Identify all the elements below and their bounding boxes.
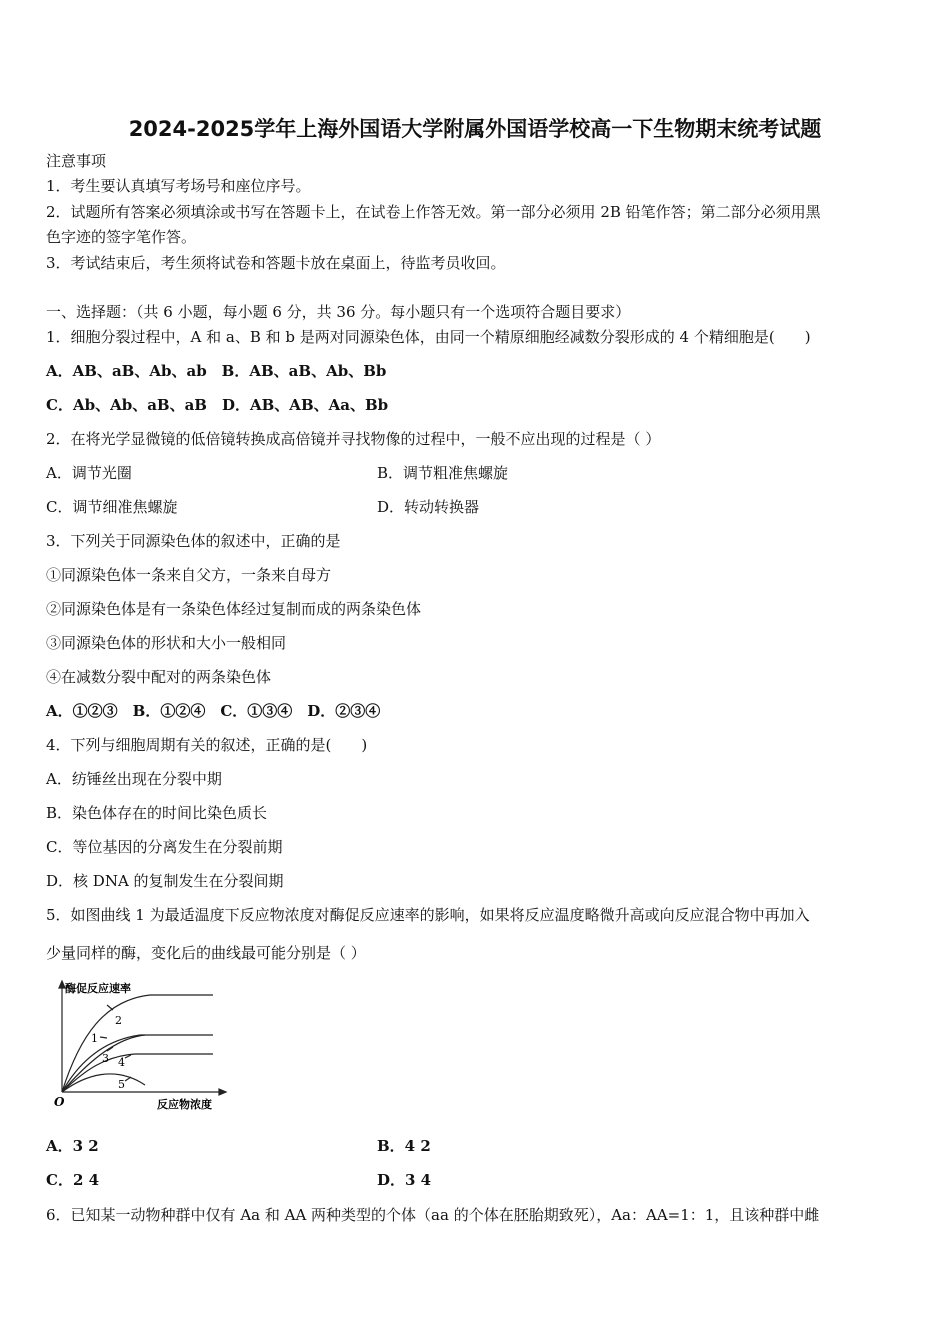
question-3-stem: 3．下列关于同源染色体的叙述中，正确的是 (46, 532, 341, 550)
statement: ③同源染色体的形状和大小一般相同 (46, 634, 287, 652)
statement: ②同源染色体是有一条染色体经过复制而成的两条染色体 (46, 600, 422, 618)
option-c: C．调节细准焦螺旋 (46, 498, 178, 516)
curve-2 (62, 995, 213, 1092)
note-item: 3．考试结束后，考生须将试卷和答题卡放在桌面上，待监考员收回。 (46, 254, 506, 272)
statement: ④在减数分裂中配对的两条染色体 (46, 668, 272, 686)
curve-label-2: 2 (115, 1014, 122, 1027)
question-1-stem: 1．细胞分裂过程中，A 和 a、B 和 b 是两对同源染色体，由同一个精原细胞经减数分裂形成的 4 个精细胞是( ) (46, 328, 811, 346)
curve-label-3: 3 (102, 1052, 109, 1065)
curve-1 (62, 1035, 213, 1092)
option-d: D．转动转换器 (377, 498, 480, 516)
option-d: D．3 4 (377, 1171, 432, 1189)
note-item: 色字迹的签字笔作答。 (46, 228, 197, 246)
question-1-options: C．Ab、Ab、aB、aB D．AB、AB、Aa、Bb (46, 396, 389, 414)
curve-label-5: 5 (118, 1078, 125, 1091)
note-item: 1．考生要认真填写考场号和座位序号。 (46, 177, 311, 195)
option-d: D．核 DNA 的复制发生在分裂间期 (46, 872, 284, 890)
option-c: C．等位基因的分离发生在分裂前期 (46, 838, 283, 856)
option-c: C．2 4 (46, 1171, 100, 1189)
enzyme-rate-figure (45, 980, 230, 1115)
x-axis-label: 反应物浓度 (157, 1098, 212, 1111)
option-a: A．3 2 (46, 1137, 99, 1155)
curve-label-1: 1 (91, 1032, 98, 1045)
statement: ①同源染色体一条来自父方，一条来自母方 (46, 566, 332, 584)
option-b: B．染色体存在的时间比染色质长 (46, 804, 268, 822)
origin-label: O (54, 1095, 65, 1109)
x-arrow (219, 1089, 226, 1095)
y-axis-label: 酶促反应速率 (65, 982, 131, 995)
question-3-options: A．①②③ B．①②④ C．①③④ D．②③④ (46, 702, 381, 720)
question-5-stem: 5．如图曲线 1 为最适温度下反应物浓度对酶促反应速率的影响，如果将反应温度略微升高或向反应混合物中再加入 (46, 906, 810, 924)
option-a: A．调节光圈 (46, 464, 132, 482)
option-a: A．纺锤丝出现在分裂中期 (46, 770, 222, 788)
note-item: 2．试题所有答案必须填涂或书写在答题卡上，在试卷上作答无效。第一部分必须用 2B 铅笔作答；第二部分必须用黑 (46, 203, 821, 221)
curve-4 (62, 1054, 213, 1092)
section-heading: 一、选择题：（共 6 小题，每小题 6 分，共 36 分。每小题只有一个选项符合题目要求） (46, 303, 631, 321)
question-6-stem: 6．已知某一动物种群中仅有 Aa 和 AA 两种类型的个体（aa 的个体在胚胎期致死），Aa：AA=1：1，且该种群中雌 (46, 1206, 820, 1224)
question-2-stem: 2．在将光学显微镜的低倍镜转换成高倍镜并寻找物像的过程中，一般不应出现的过程是（ ） (46, 430, 661, 448)
page-title: 2024-2025学年上海外国语大学附属外国语学校高一下生物期末统考试题 (128, 117, 822, 141)
option-b: B．4 2 (377, 1137, 431, 1155)
question-1-options: A．AB、aB、Ab、ab B．AB、aB、Ab、Bb (46, 362, 387, 380)
curve-label-4: 4 (118, 1056, 125, 1069)
question-5-stem: 少量同样的酶，变化后的曲线最可能分别是（ ） (46, 944, 366, 962)
curve-5 (62, 1074, 145, 1092)
option-b: B．调节粗准焦螺旋 (377, 464, 509, 482)
question-4-stem: 4．下列与细胞周期有关的叙述，正确的是( ) (46, 736, 368, 754)
notes-heading: 注意事项 (46, 152, 107, 170)
